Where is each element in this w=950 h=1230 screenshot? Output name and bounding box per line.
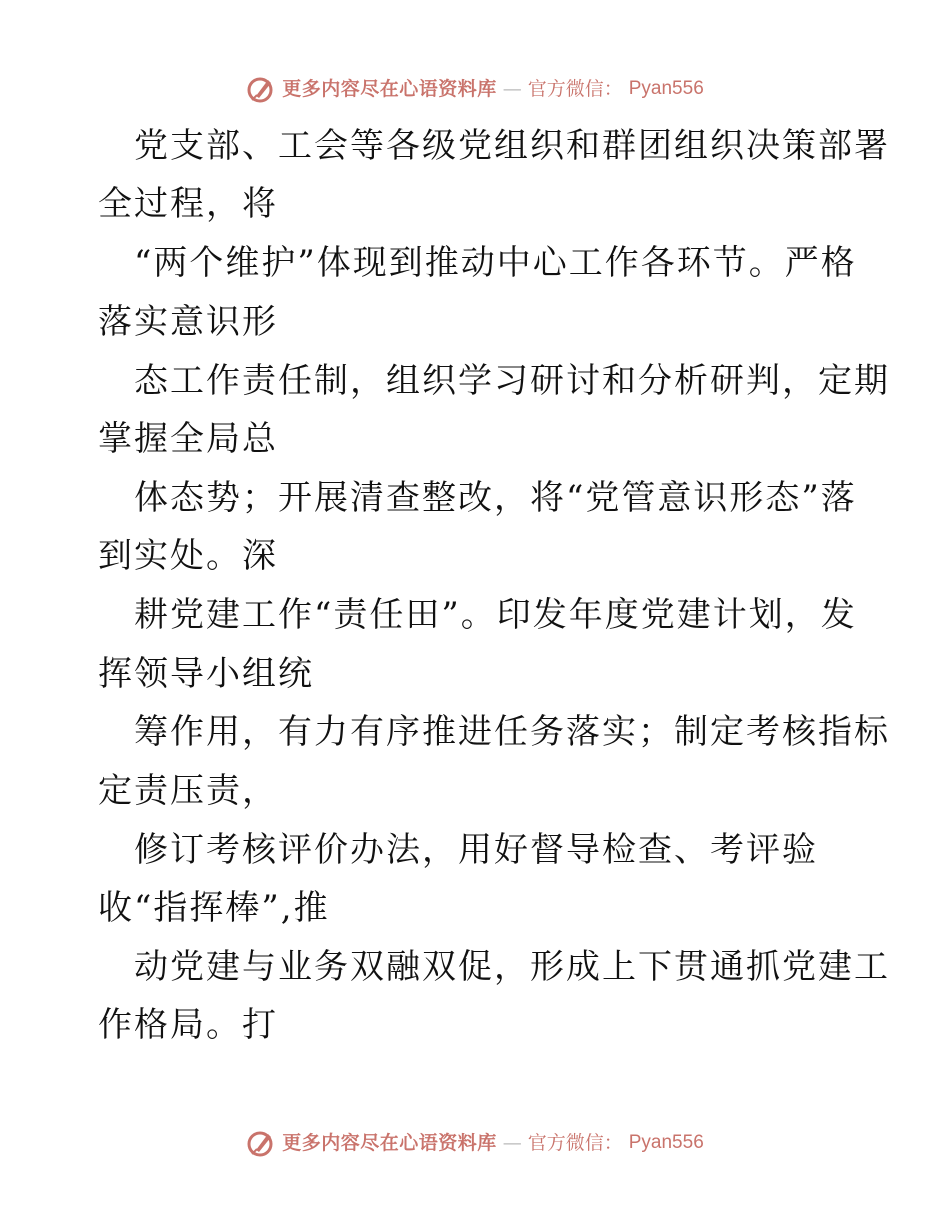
text-line: “两个维护”体现到推动中心工作各环节。严格 xyxy=(134,243,857,283)
header-watermark xyxy=(0,74,950,104)
text-line: 到实处。深 xyxy=(98,536,278,576)
text-line: 党支部、工会等各级党组织和群团组织决策部署 xyxy=(134,126,890,166)
watermark-wechat-label: 官方微信： xyxy=(527,1132,623,1154)
watermark-separator: — xyxy=(502,1132,522,1154)
text-line: 落实意识形 xyxy=(98,302,278,342)
watermark-wechat-id: Pyan556 xyxy=(628,1132,704,1153)
text-line: 动党建与业务双融双促，形成上下贯通抓党建工 xyxy=(134,947,890,987)
watermark-separator: — xyxy=(502,78,522,100)
text-line: 定责压责， xyxy=(98,771,278,811)
watermark-text: 更多内容尽在心语资料库 xyxy=(282,1132,497,1154)
text-line: 筹作用，有力有序推进任务落实；制定考核指标 xyxy=(134,712,890,752)
quill-logo-icon xyxy=(246,1128,276,1158)
text-line: 态工作责任制，组织学习研讨和分析研判，定期 xyxy=(134,361,890,401)
footer-watermark xyxy=(0,1128,950,1158)
text-line: 修订考核评价办法，用好督导检查、考评验 xyxy=(134,830,818,870)
quill-logo-icon xyxy=(246,74,276,104)
watermark-text: 更多内容尽在心语资料库 xyxy=(282,78,497,100)
text-line: 作格局。打 xyxy=(98,1005,278,1045)
text-line: 掌握全局总 xyxy=(98,419,278,459)
text-line: 收“指挥棒”,推 xyxy=(98,888,330,928)
text-line: 体态势；开展清查整改，将“党管意识形态”落 xyxy=(134,478,857,518)
watermark-wechat-id: Pyan556 xyxy=(628,78,704,99)
watermark-wechat-label: 官方微信： xyxy=(527,78,623,100)
text-line: 耕党建工作“责任田”。印发年度党建计划，发 xyxy=(134,595,857,635)
text-line: 挥领导小组统 xyxy=(98,654,314,694)
text-line: 全过程，将 xyxy=(98,184,278,224)
